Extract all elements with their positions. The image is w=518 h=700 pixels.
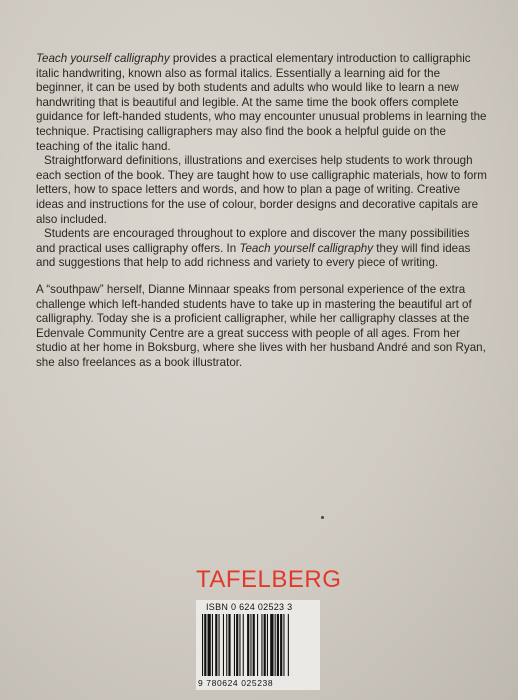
- isbn-barcode-label: [196, 600, 320, 690]
- description-paragraph-3: [36, 227, 488, 271]
- description-paragraph-1: [36, 52, 488, 154]
- book-title-italic-2: Teach yourself calligraphy: [239, 241, 374, 255]
- book-title-italic: Teach yourself calligraphy: [36, 52, 170, 65]
- publisher-logo: TAFELBERG: [196, 566, 342, 593]
- barcode-icon: [200, 614, 316, 680]
- description-paragraph-3-end: they will find ideas and suggestions that help to add richness and variety to every piece of writing.: [36, 241, 471, 270]
- ink-speck: [321, 516, 324, 519]
- description-paragraph-2: Straightforward definitions, illustrations and exercises help students to work through each section of the book. They are taught how to use calligraphic materials, how to form letters, how to space letters and words, and how to plan a page of writing. Creative ideas and instructions for the use of colour, border designs and decorative capitals are also included.: [36, 154, 487, 226]
- description-paragraph-3-start: Students are encouraged throughout to explore and discover the many possibilities and practical uses calligraphy offers. In: [36, 227, 470, 255]
- author-bio: [36, 283, 488, 371]
- author-bio-text: A “southpaw” herself, Dianne Minnaar speaks from personal experience of the extra challenge which left-handed students have to take up in mastering the beautiful art of calligraphy. Today she is a proficient calligrapher, while her calligraphy classes at the Edenvale Community Centre are a great success with people of all ages. From her studio at her home in Boksburg, where she lives with her husband André and son Ryan, she also freelances as a book illustrator.: [36, 283, 486, 369]
- barcode-digits: 9 780624 025238: [198, 678, 274, 688]
- isbn-number: ISBN 0 624 02523 3: [206, 602, 293, 612]
- book-description: [36, 52, 488, 271]
- description-paragraph-1-text: provides a practical elementary introduction to calligraphic italic handwriting, known also as formal italics. Essentially a learning aid for the beginner, it can be used by both students and adults who would like to learn a new handwriting that is beautiful and legible. At the same time the book offers complete guidance for left-handed students, who may encounter unusual problems in learning the technique. Practising calligraphers may also find the book a helpful guide on the teaching of the italic hand.: [36, 52, 487, 153]
